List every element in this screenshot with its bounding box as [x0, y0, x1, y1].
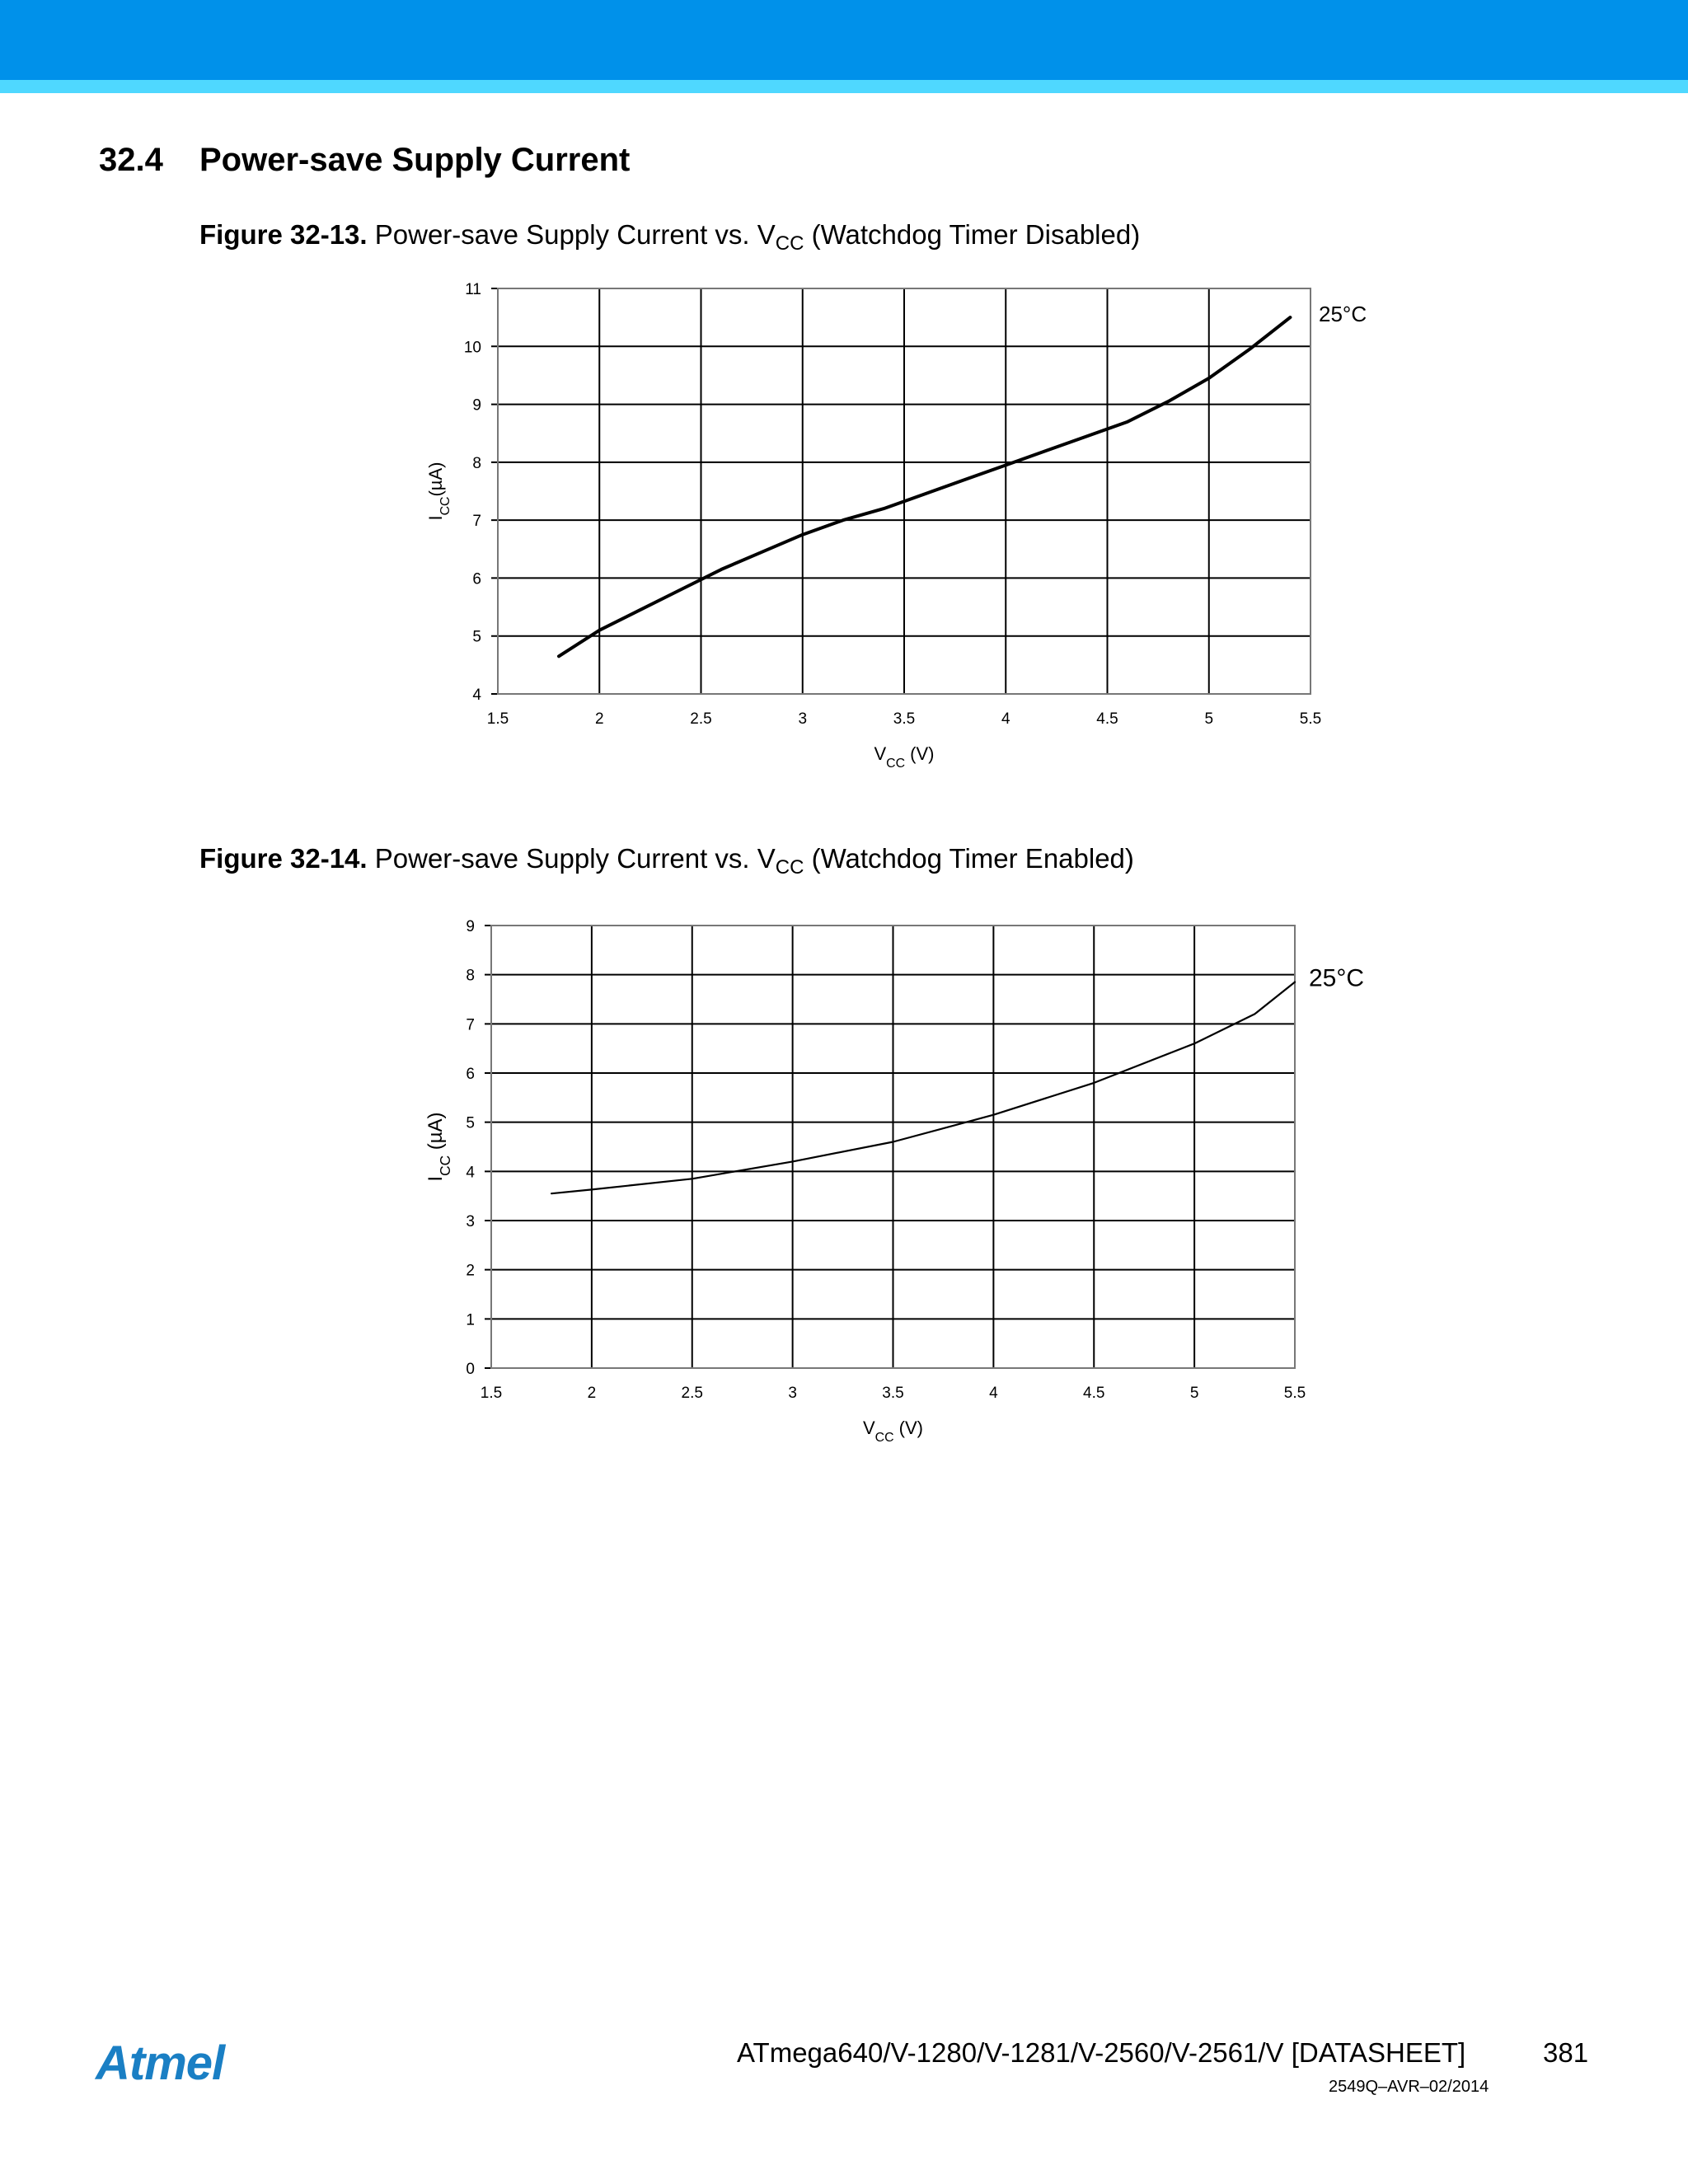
x-tick-label: 2	[587, 1385, 597, 1402]
caption-text: Power-save Supply Current vs. V	[374, 219, 776, 250]
caption-text-end: (Watchdog Timer Disabled)	[804, 219, 1141, 250]
chart-watchdog-disabled	[0, 272, 1688, 783]
y-tick-label: 0	[466, 1361, 475, 1378]
y-axis-title: $I_{CC}(\mu A)$	[425, 462, 452, 521]
caption-text-end: (Watchdog Timer Enabled)	[804, 843, 1134, 874]
caption-subscript: CC	[775, 232, 804, 255]
x-axis-title: $V_{CC}$ (V)	[874, 743, 935, 771]
x-tick-label: 1.5	[486, 710, 509, 728]
y-tick-label: 9	[472, 396, 481, 415]
x-tick-label: 5	[1204, 710, 1214, 728]
x-tick-label: 4	[989, 1385, 998, 1402]
atmel-logo: Atmel	[96, 2036, 225, 2090]
x-tick-label: 5	[1189, 1385, 1199, 1402]
x-tick-label: 1.5	[480, 1385, 503, 1402]
figure-caption-1	[199, 219, 1140, 255]
header-stripe	[0, 80, 1688, 93]
y-tick-label: 2	[466, 1262, 475, 1280]
series-label: 25°C	[1319, 302, 1367, 327]
caption-text: Power-save Supply Current vs. V	[374, 843, 776, 874]
caption-subscript: CC	[775, 856, 804, 879]
series-line	[559, 317, 1290, 656]
x-axis-title: $V_{CC}$ (V)	[862, 1418, 924, 1445]
x-tick-label: 4.5	[1083, 1385, 1105, 1402]
series-label: 25°C	[1309, 964, 1365, 992]
x-tick-label: 5.5	[1283, 1385, 1306, 1402]
y-tick-label: 11	[465, 281, 481, 298]
x-tick-label: 2.5	[690, 710, 712, 728]
section-heading	[99, 142, 630, 179]
figure-caption-2	[199, 843, 1134, 879]
x-tick-label: 2	[594, 710, 604, 728]
y-tick-label: 6	[466, 1066, 475, 1083]
section-title: Power-save Supply Current	[199, 142, 631, 178]
x-tick-label: 4.5	[1096, 710, 1118, 728]
x-tick-label: 3.5	[893, 710, 916, 728]
document-title: ATmega640/V-1280/V-1281/V-2560/V-2561/V [DATASHEET]	[737, 2037, 1466, 2068]
y-tick-label: 3	[466, 1213, 475, 1230]
y-tick-label: 1	[466, 1311, 475, 1329]
x-tick-label: 3	[788, 1385, 797, 1402]
y-axis-title: $I_{CC}$ (µA)	[424, 1112, 453, 1182]
y-tick-label: 8	[466, 967, 475, 985]
y-tick-label: 6	[472, 570, 481, 588]
x-tick-label: 4	[1001, 710, 1010, 728]
x-tick-label: 2.5	[681, 1385, 703, 1402]
y-tick-label: 5	[472, 628, 481, 646]
document-code: 2549Q–AVR–02/2014	[1329, 2078, 1489, 2096]
y-tick-label: 7	[466, 1016, 475, 1034]
y-tick-label: 4	[466, 1164, 475, 1182]
header-bar	[0, 0, 1688, 80]
x-tick-label: 3	[798, 710, 808, 728]
y-tick-label: 8	[472, 454, 481, 472]
section-number: 32.4	[99, 142, 163, 178]
y-tick-label: 7	[472, 513, 481, 531]
y-tick-label: 9	[466, 918, 475, 935]
page-number: 381	[1543, 2037, 1589, 2068]
series-line	[551, 982, 1295, 1194]
x-tick-label: 3.5	[882, 1385, 904, 1402]
y-tick-label: 5	[466, 1114, 475, 1132]
y-tick-label: 4	[472, 687, 481, 704]
figure-label: Figure 32-13.	[199, 219, 368, 250]
figure-label: Figure 32-14.	[199, 843, 368, 874]
y-tick-label: 10	[463, 339, 481, 357]
chart-watchdog-enabled	[0, 907, 1688, 1451]
x-tick-label: 5.5	[1299, 710, 1322, 728]
